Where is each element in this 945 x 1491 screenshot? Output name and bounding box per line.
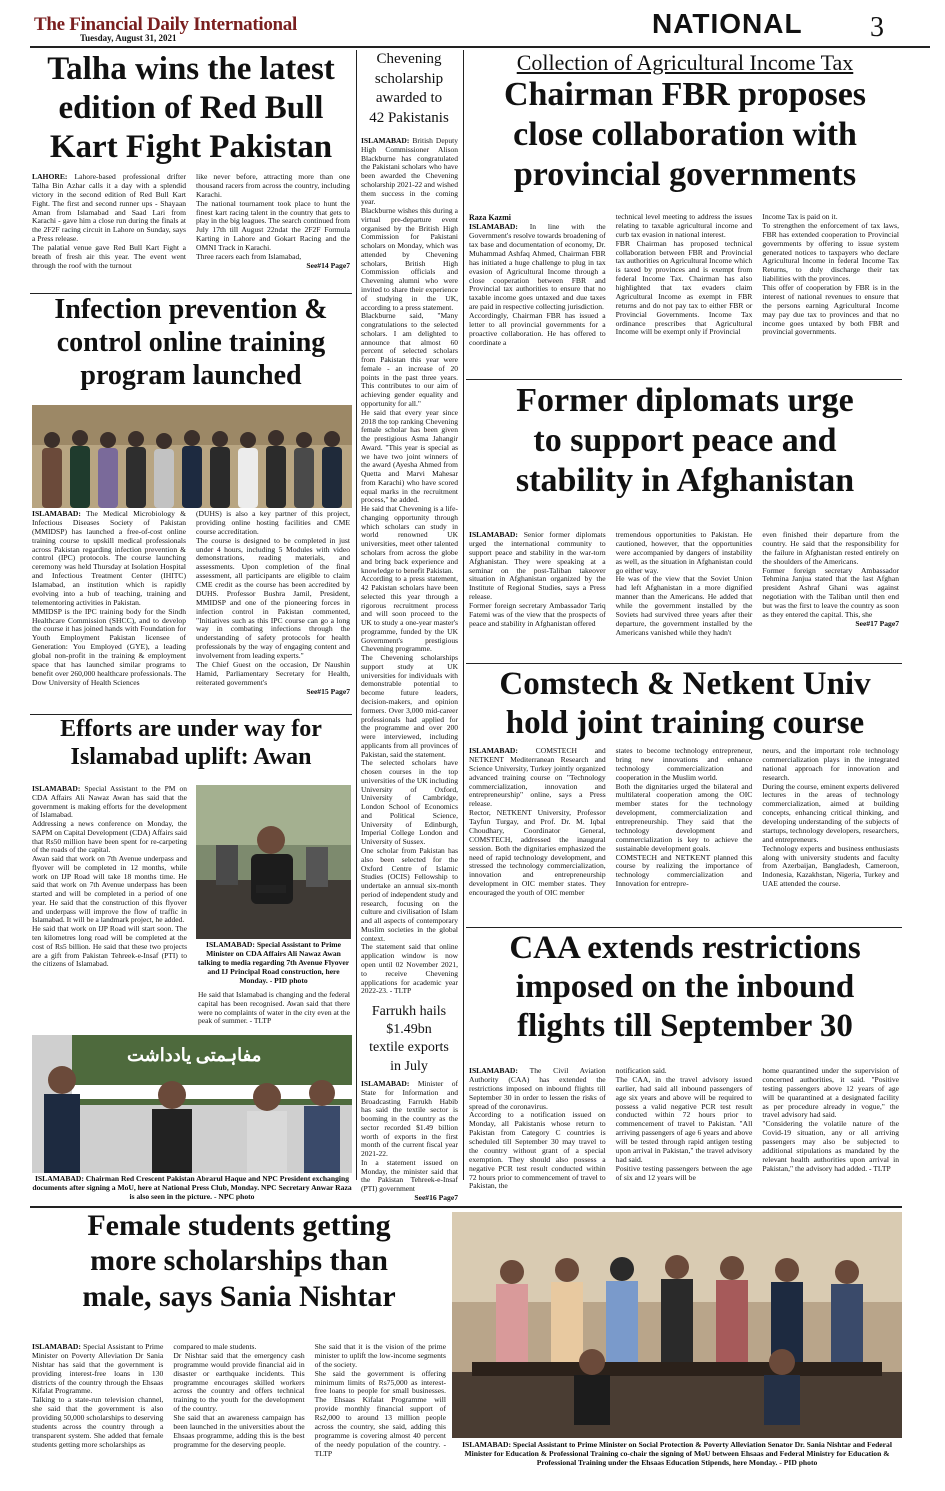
headline-line: more scholarships than bbox=[90, 1244, 388, 1278]
headline-line: Farrukh hails bbox=[371, 1004, 447, 1019]
headline-line: Kart Fight Pakistan bbox=[49, 128, 333, 165]
headline-fbr bbox=[467, 75, 903, 195]
headline-caa bbox=[467, 929, 903, 1046]
see-page-link[interactable]: See#16 Page7 bbox=[414, 1192, 458, 1202]
headline-efforts bbox=[30, 715, 352, 772]
comstech-col-1: ISLAMABAD: COMSTECH and NETKENT Mediterranean Research and Science University, Turkey jointly organized advanced training course on "Technology commercialization, innovation and entrepreneurship" online, says a Press release. Rector, NETKENT University, Professor Tayfun Turgay, and Prof. Dr. M. Iqbal Choudhary, Coordinator General, COMSTECH, addressed the inaugural session. Both the dignitaries emphasized the need of rapid technology development, and stressed the technology commercialization, innovation and entrepreneurship development in OIC member states. They encouraged the youth of OIC member bbox=[469, 746, 606, 897]
headline-line: $1.49bn bbox=[386, 1022, 432, 1038]
headline-line: provincial governments bbox=[513, 156, 857, 194]
caa-col-1: ISLAMABAD: The Civil Aviation Authority (CAA) has extended the restrictions imposed on inbound flights till September 30 in order to lessen the risks of spread of the coronavirus. According to a notification issued on Monday, all Pakistanis whose return to Pakistan from Category C countries is scheduled till September 30 may travel to the country without grant of a special exemption. They should also possess a negative PCR test result conducted within 72 hours prior to commencement of travel to Pakistan, the bbox=[469, 1066, 606, 1191]
headline-line: hold joint training course bbox=[505, 704, 865, 741]
divider bbox=[466, 663, 902, 664]
press-conference-image bbox=[196, 785, 351, 939]
headline-line: Efforts are under way for bbox=[60, 716, 322, 742]
headline-infection bbox=[30, 293, 352, 392]
comstech-col-3: neurs, and the important role technology commercialization plays in the integrated national approach for innovation and research. During the course, eminent experts delivered lectures in the areas of technology commercialization, aimed at building concepts, enhancing critical thinking, and developing understanding of the subjects of startups, technology developers, researchers, and entrepreneurs. Technology experts and business enthusiasts along with university students and faculty from Azerbaijan, Bangladesh, Cameroon, Indonesia, Kazakhstan, Nigeria, Turkey and UAE attended the course. bbox=[762, 746, 900, 889]
headline-line: Infection prevention & bbox=[54, 294, 328, 325]
page-number: 3 bbox=[870, 12, 884, 43]
female-photo bbox=[452, 1212, 902, 1438]
mou-signing-ceremony-image bbox=[452, 1212, 902, 1438]
banner-text: مفاہمتی یادداشت bbox=[127, 1045, 262, 1065]
red-crescent-photo bbox=[32, 1035, 352, 1173]
byline: Raza Kazmi bbox=[469, 213, 511, 222]
red-crescent-caption: ISLAMABAD: Chairman Red Crescent Pakistan Abrarul Haque and NPC President exchanging documents after signing a MoU, here at National Press Club, Monday. NPC Secretary Anwar Raza is also seen in the picture. - NPC photo bbox=[32, 1174, 352, 1202]
comstech-col-2: states to become technology entrepreneur, bring new innovations and enhance technology commercialization and cooperation in the Muslim world. Both the dignitaries urged the bilateral and multilateral cooperation among the OIC member states for the technology development, commercialization and entrepreneurship. They said that the technology development and commercialization is key to achieve the sustainable development goals. COMSTECH and NETKENT planned this course by realizing the importance of technology commercialization and Innovation for entrepre- bbox=[615, 746, 753, 889]
awan-photo-caption: ISLAMABAD: Special Assistant to Prime Minister on CDA Affairs Ali Nawaz Awan talking to media regarding 7th Avenue Flyover and IJ Principal Road construction, here Monday. - PID photo bbox=[197, 940, 350, 986]
fbr-col-1: Raza Kazmi ISLAMABAD: In line with the Government's resolve towards broadening of tax base and documentation of economy, Dr. Muhammad Ashfaq Ahmed, Chairman FBR has initiated a huge challenge to plug in tax evasion of Agricultural Income through a close cooperation between FBR and Provincial tax authorities to ensure that no taxable income goes untaxed and due taxes are paid in respective collecting jurisdiction. Accordingly, Chairman FBR has issued a letter to all provincial governments for a proactive collaboration. He has offered to coordinate a bbox=[469, 213, 606, 347]
diplomats-col-3: even finished their departure from the country. He said that the responsibility for the failure in Afghanistan rested entirely on the shoulders of the Americans. Former foreign secretary Ambassador Tehmina Janjua stated that the last Afghan president Ashraf Ghani was against negotiation with the Taliban until then end but was the first to leave the country as soon as they entered the capital. This, she See#17 Page7 bbox=[762, 530, 900, 628]
efforts-col-2: He said that Islamabad is changing and the federal capital has been recognised. Awan said that there were no complaints of water in the city even at the peak of summer. - TLTP bbox=[198, 990, 350, 1026]
column-rule bbox=[356, 50, 357, 1180]
headline-line: close collaboration with bbox=[513, 116, 857, 154]
headline-diplomats bbox=[467, 381, 903, 501]
headline-line: textile exports bbox=[369, 1040, 449, 1056]
headline-line: Talha wins the latest bbox=[47, 51, 335, 87]
masthead-rule bbox=[30, 46, 930, 48]
see-page-link[interactable]: See#17 Page7 bbox=[855, 618, 900, 628]
headline-line: male, says Sania Nishtar bbox=[82, 1279, 396, 1313]
headline-line: stability in Afghanistan bbox=[515, 462, 855, 500]
see-page-link[interactable]: See#15 Page7 bbox=[306, 686, 350, 696]
female-photo-caption: ISLAMABAD: Special Assistant to Prime Minister on Social Protection & Poverty Alleviation Senator Dr. Sania Nishtar and Federal Minister for Education & Professional Training co-chair the signing of MoU between Ehsaas and Federal Ministry for Education & Professional Training under the Ehsaas Education Stipends, here Monday. - PID photo bbox=[462, 1440, 892, 1468]
headline-line: Comstech & Netkent Univ bbox=[499, 666, 871, 702]
column-rule bbox=[463, 50, 464, 1180]
female-col-2: compared to male students. Dr Nishtar said that the emergency cash programme would provide financial aid in disaster or earthquake incidents. This programme encourages skilled workers across the country and offers technical training to the youth for the development of the country. She said that an awareness campaign has been launched in the universities about the Ehsaas programme, adding this is the best programme for the deserving people. bbox=[173, 1342, 305, 1449]
headline-line: flights till September 30 bbox=[517, 1007, 853, 1044]
diplomats-col-1: ISLAMABAD: Senior former diplomats urged the international community to support peace and stability in the war-torn Afghanistan. They were speaking at a seminar on the post-Taliban takeover situation in Afghanistan organized by the Institute of Regional Studies, says a Press release. Former foreign secretary Ambassador Tariq Fatemi was of the view that the prospects of peace and stability in Afghanistan offered bbox=[469, 530, 606, 628]
group-photo-image bbox=[32, 405, 352, 508]
kicker-fbr: Collection of Agricultural Income Tax bbox=[516, 50, 854, 75]
section-label: NATIONAL bbox=[652, 8, 803, 39]
headline-line: Islamabad uplift: Awan bbox=[70, 744, 312, 771]
headline-line: program launched bbox=[80, 360, 302, 392]
awan-photo bbox=[196, 785, 351, 939]
divider bbox=[466, 379, 902, 380]
efforts-body: ISLAMABAD: Special Assistant to the PM on CDA Affairs Ali Nawaz Awan has said that the government is making efforts for the development of Islamabad. Addressing a news conference on Monday, the SAPM on Capital Development (CDA) Affairs said that Rs50 million have been spent for re-carpeting of the roads of the capital. Awan said that work on 7th Avenue underpass and flyover will be completed in 12 months, while work on IJP Road will take 18 months time. He said that work on 7th Avenue underpass has been started and will be completed in a period of one year. He said that the construction of this flyover and underpass will improve the flow of traffic in Islamabad. It will be a landmark project, he added. He said that work on IJP Road will start soon. The ten kilometres long road will be completed at the cost of Rs5 billion. He said that these two projects are a gift from Pakistan Tehreek-e-Insaf (PTI) to the citizens of Islamabad. bbox=[32, 784, 187, 969]
headline-line: CAA extends restrictions bbox=[509, 930, 861, 966]
caa-col-3: home quarantined under the supervision of concerned authorities, it said. "Positive testing passengers above 12 years of age will be quarantined at a designated facility as per procedure already in vogue," the travel advisory had said. "Considering the volatile nature of the Covid-19 situation, any or all arriving passengers may also be subjected to additional stipulations as mandated by the relevant health authorities upon arrival in Pakistan," the advisory had added. - TLTP bbox=[762, 1066, 900, 1173]
headline-line: to support peace and bbox=[533, 422, 837, 460]
headline-line: Former diplomats urge bbox=[516, 382, 854, 419]
headline-line: in July bbox=[390, 1058, 428, 1074]
masthead-title: The Financial Daily International bbox=[34, 14, 297, 35]
fbr-col-3: Income Tax is paid on it. To strengthen the enforcement of tax laws, FBR has extended cooperation to Provincial governments by offering to issue system generated notices to taxpayers who declare Agricultural Income in federal Income Tax Returns, to duly discharge their tax liabilities with the provinces. This offer of cooperation by FBR is in the interest of national revenues to ensure that the persons earning Agricultural Income may pay due tax to provinces and that no income goes untaxed by both FBR and provincial governments. bbox=[762, 212, 900, 337]
headline-chevening bbox=[358, 50, 460, 128]
headline-comstech bbox=[467, 665, 903, 743]
headline-farrukh bbox=[358, 1003, 460, 1076]
infection-col-2: (DUHS) is also a key partner of this project, providing online hosting facilities and CME course accreditation. The course is designed to be completed in just under 4 hours, including 5 Modules with video demonstrations, reading materials, and assessments. Upon completion of the final assessment, all participants are eligible to claim CME credit as the course has been accredited by DUHS. Professor Bushra Jamil, President, MMIDSP and one of the pioneering forces in infection control in Pakistan commented, "Initiatives such as this IPC course can go a long way in combating infections through the understanding of safety protocols for health professionals by the way of engaging content and involvement from leading experts." The Chief Guest on the occasion, Dr Naushin Hamid, Parliamentary Secretary for Health, reiterated government's See#15 Page7 bbox=[196, 509, 350, 696]
headline-line: imposed on the inbound bbox=[515, 968, 855, 1005]
headline-line: Chevening bbox=[376, 51, 442, 67]
fbr-col-2: technical level meeting to address the issues relating to taxable agricultural income and curb tax evasion in national interest. FBR Chairman has proposed technical collaboration between FBR and Provincial tax authorities on Agricultural Income which is taxed by provinces and is exempt from federal Income Tax. Chairman has also highlighted that tax evaders claim Agricultural Income as exempt in FBR returns and do not pay tax to either FBR or Provincial Governments. Income Tax ordinance prescribes that Agricultural Income will be exempt only if Provincial bbox=[615, 212, 753, 337]
headline-line: control online training bbox=[56, 327, 326, 359]
headline-line: scholarship bbox=[374, 70, 444, 87]
diplomats-col-2: tremendous opportunities to Pakistan. He cautioned, however, that the opportunities were accompanied by dangers of instability as well, as the situation in Afghanistan could go either way. He was of the view that the Soviet Union had left Afghanistan in a more dignified manner than the Americans. He added that while the government installed by the Soviets had survived three years after their departure, the government installed by the Americans vanished while they hadn't bbox=[615, 530, 753, 637]
talha-col-1: LAHORE: Lahore-based professional drifter Talha Bin Azhar calls it a day with a splendid victory in the second edition of Red Bull Kart Fight. The first and second runner ups - Shayaan Aman from Islamabad and Saad Lari from Karachi - gave him a close run during the finals at the 2F2F racing circuit in Lahore on Sunday, says a Press release. The palatial venue gave Red Bull Kart Fight a breath of fresh air this year. The event went through the roof with the turnout bbox=[32, 172, 186, 270]
see-page-link[interactable]: See#14 Page7 bbox=[306, 260, 350, 270]
female-col-1: ISLAMABAD: Special Assistant to Prime Minister on Poverty Alleviation Dr Sania Nishtar has said that the government is providing interest-free loans in 130 districts of the country through the Ehsaas Kifalat Programme. Talking to a state-run television channel, she said that the government is also providing 50,000 scholarships to deserving students across the country through a transparent system. She added that female students getting more scholarships as bbox=[32, 1342, 164, 1449]
caa-col-2: notification said. The CAA, in the travel advisory issued earlier, had said all inbound passengers of age six years and above will be required to possess a valid negative PCR test result conducted within 72 hours prior to commencement of travel to Pakistan. "All arriving passengers of age 6 years and above will be tested through rapid antigen testing upon arrival in Pakistan," the travel advisory had said. Positive testing passengers between the age of six and 12 years will be bbox=[615, 1066, 753, 1182]
headline-line: awarded to bbox=[375, 90, 443, 106]
farrukh-body: ISLAMABAD: Minister of State for Information and Broadcasting Farrukh Habib has said the textile sector is booming in the country as the sector recorded $1.49 billion worth of exports in the first month of the current fiscal year 2021-22. In a statement issued on Monday, the minister said that the Pakistan Tehreek-e-Insaf (PTI) government See#16 Page7 bbox=[361, 1079, 458, 1202]
headline-female bbox=[30, 1208, 448, 1314]
divider bbox=[466, 927, 902, 928]
talha-col-2: like never before, attracting more than one thousand racers from across the country, including Karachi. The national tournament took place to hunt the finest kart racing talent in the country that gets to play in the big leagues. The search continued from July 17th till August 22ndat the 2F2F Formula Karting in Lahore and Gokart Racing and the OMNI Track in Karachi. Three racers each from Islamabad, See#14 Page7 bbox=[196, 172, 350, 270]
chevening-body: ISLAMABAD: British Deputy High Commissioner Alison Blackburne has congratulated the Pakistani scholars who have been awarded the Chevening scholarship 2021-22 and wished them success in the coming year. Blackburne wishes this during a virtual pre-departure event organised by the British High Commission for Pakistani scholars on Monday, which was attended by Chevening scholars, British High Commission officials and Chevening alumni who were invited to share their experience of studying in the UK, according to a press statement. Blackburne said, "Many congratulations to the selected scholars. I am delighted to announce that almost 60 percent of selected scholars from Pakistan this year were female - an increase of 20 points in the past three years. This contributes to our aim of achieving gender equality and opportunity for all." He said that every year since 2018 the top ranking Chevening female scholar has been given the prestigious Asma Jahangir Award. "This year is special as we have two joint winners of the award (Ayesha Ahmed from Quetta and Marvi Mahesar from Karachi) who have scored equal marks in the recruitment process," he added. He said that Chevening is a life-changing opportunity through which scholars can study in world renowned UK universities, meet other talented scholars from across the globe and bring back experience and knowledge to benefit Pakistan. According to a press statement, 42 Pakistan scholars have been selected this year through a rigorous recruitment process and will soon proceed to the UK to study a one-year master's programme, funded by the UK Government's prestigious Chevening programme. The Chevening scholarships support study at UK universities for individuals with demonstrable potential to become future leaders, decision-makers, and opinion formers. Over 3,000 mid-career professionals had applied for the programme and over 200 were interviewed, including applicants from all provinces of Pakistan, said the statement. The selected scholars have chosen courses in the top universities of the UK including University of Oxford, University of Cambridge, London School of Economics and Political Science, University of Edinburgh, Imperial College London and University of Sussex. One scholar from Pakistan has also been selected for the Oxford Centre of Islamic Studies (OCIS) Fellowship to undertake an annual six-month period of independent study and research, focusing on the culture and civilisation of Islam and all aspects of contemporary Muslim societies in the global context. The statement said that online application window is now open until 02 November 2021, to receive Chevening applications for academic year 2022-23. - TLTP bbox=[361, 136, 458, 996]
headline-line: Chairman FBR proposes bbox=[503, 76, 867, 113]
headline-line: Female students getting bbox=[87, 1209, 391, 1242]
headline-talha bbox=[30, 50, 352, 167]
masthead-date: Tuesday, August 31, 2021 bbox=[80, 33, 177, 43]
infection-photo bbox=[32, 405, 352, 508]
headline-line: 42 Pakistanis bbox=[369, 109, 449, 126]
infection-col-1: ISLAMABAD: The Medical Microbiology & Infectious Diseases Society of Pakistan (MMIDSP) has launched a free-of-cost online training course to upskill medical professionals across Pakistan regarding infection prevention & control (IPC) protocols. The course launching ceremony was held Thursday at Isolation Hospital and Infectious Treatment Center (IHITC) Islamabad, an institution which is rapidly evolving into a hub of teaching, training and telementoring activities in Pakistan. MMIDSP is the IPC training body for the Sindh Healthcare Commission (SHCC), and to develop the course it has joined hands with Foundation for Youth Employment Pakistan licensee of Generation: You Employed (GYE), a leading global non-profit in the training & employment space that has launched similar programs to benefit over 260,000 healthcare professionals. The Dow University of Health Sciences bbox=[32, 509, 186, 687]
female-col-3: She said that it is the vision of the prime minister to uplift the low-income segments of the society. She said the government is offering minimum limits of Rs75,000 as interest-free loans to people for small businesses. The Ehsaas Kifalat Programme will provide monthly financial support of Rs2,000 to around 13 million people across the country, she said, adding this programme is covering almost 40 percent of the needy population of the country. - TLTP bbox=[314, 1342, 446, 1458]
headline-line: edition of Red Bull bbox=[58, 89, 324, 126]
